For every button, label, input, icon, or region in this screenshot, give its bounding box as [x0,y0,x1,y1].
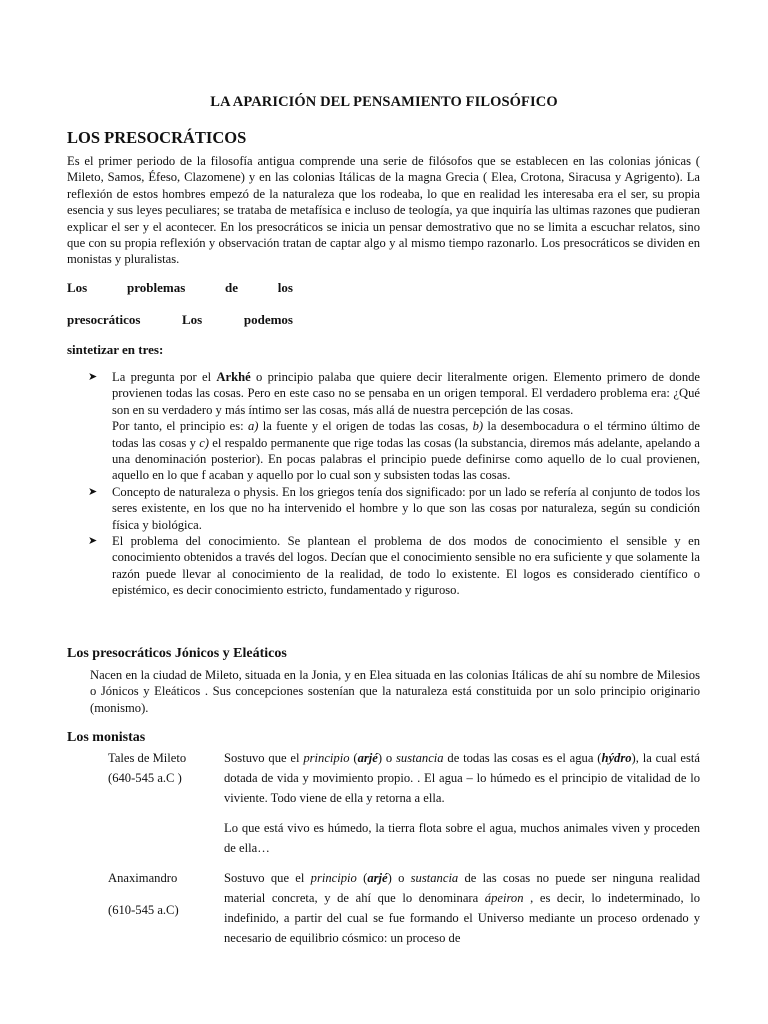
arrowhead-bullet-icon: ➤ [88,535,98,548]
philosopher-description [224,748,700,858]
description-text: Sostuvo que el principio (arjé) o sustancia de las cosas no puede ser ninguna realidad material concreta, y de ahí que lo denominara ápeiron , es decir, lo indeterminado, lo indefinido, a partir del cual se fue formando el Universo mediante un proceso ordenado y necesario de equilibrio cósmico: un proceso de [224,871,701,945]
jonicos-paragraph: Nacen en la ciudad de Mileto, situada en la Jonia, y en Elea situada en las colonias Itálicas de ahí su nombre de Milesios o Jónicos y Eleáticos . Sus concepciones sostenían que la naturaleza está constituida por un solo principio originario (monismo). [90,668,700,715]
arrowhead-bullet-icon: ➤ [88,371,98,383]
intro-paragraph: Es el primer periodo de la filosofía antigua comprende una serie de filósofos que se establecen en las colonias jónicas ( Mileto, Samos, Éfeso, Clazomene) y en las colonias Itálicas de la magna Grecia ( Elea, Crotona, Siracusa y Agrigento). La reflexión de estos hombres empezó de la naturaleza que los rodeaba, lo que en realidad les interesaba era el ser, su propia esencia y sus leyes peculiares; se trataba de metafísica e incluso de teología, ya que inquiría las ultimas razones que pudieran explicar el ser y el acontecer. En los presocráticos se inicia un pensar demostrativo que no se limita a escuchar relatos, sino que con su propia reflexión y observación tratan de captar algo y al mismo tiempo razonarlo. Los presocráticos se dividen en monistas y pluralistas. [67,154,700,267]
list-item [88,369,700,484]
philosopher-dates: (610-545 a.C) [108,903,179,917]
philosopher-name: Anaximandro [108,871,178,885]
philosopher-name-cell [108,868,218,920]
heading-word: Los [182,312,203,327]
philosopher-name: Tales de Mileto [108,751,187,765]
problems-heading-line-3: sintetizar en tres: [67,342,164,357]
list-item [88,484,700,533]
heading-word: problemas [127,280,186,295]
section-heading-monistas: Los monistas [67,730,146,745]
list-item-text: Concepto de naturaleza o physis. En los griegos tenía dos significado: por un lado se refería al conjunto de todos los seres existente, en los que no ha intervenido el hombre y lo que son las cosas por naturaleza, según su condición física y biológica. [112,484,700,532]
philosopher-name-cell [108,748,218,788]
description-text: Lo que está vivo es húmedo, la tierra flota sobre el agua, muchos animales viven y proceden de ella… [224,821,700,855]
arrowhead-bullet-icon: ➤ [88,485,98,498]
document-title: LA APARICIÓN DEL PENSAMIENTO FILOSÓFICO [210,94,558,110]
problems-list [88,369,700,599]
heading-word: presocráticos [67,312,141,327]
heading-word: podemos [243,312,293,327]
list-item-text: Por tanto, el principio es: a) la fuente y el origen de todas las cosas, b) la desembocadura o el término último de todas las cosas y c) el respaldo permanente que rige todas las cosas (la substancia, diremos más adelante, apelando a una denominación posterior). En pocas palabras el principio puede definirse como aquello de lo cual provienen, aquello en lo que f acaban y aquello por lo cual son y subsisten todas las cosas. [112,419,700,483]
philosopher-description [224,868,700,948]
section-heading-presocraticos: LOS PRESOCRÁTICOS [67,128,247,147]
list-item [88,533,700,599]
description-text: Sostuvo que el principio (arjé) o sustancia de todas las cosas es el agua (hýdro), la cual está dotada de vida y movimiento propio. . El agua – lo húmedo es el principio de vitalidad de lo viviente. Todo viene de ella y retorna a ella. [224,751,701,805]
heading-word: Los [67,280,88,295]
philosopher-row-anaximandro [108,868,700,958]
philosopher-dates: (640-545 a.C ) [108,771,182,785]
section-heading-jonicos: Los presocráticos Jónicos y Eleáticos [67,646,287,661]
heading-word: de [225,280,239,295]
list-item-text: La pregunta por el Arkhé o principio palaba que quiere decir literalmente origen. Elemento primero de donde provienen todas las cosas. Pero en este caso no se pensaba en un origen temporal. El verdadero problema era: ¿Qué son en su verdadero y más íntimo ser las cosas, más allá de nuestra percepción de las cosas. [112,370,701,417]
philosopher-row-tales [108,748,700,858]
heading-word: los [277,280,293,295]
problems-heading-line-1 [67,280,293,296]
problems-heading-line-2 [67,312,293,328]
list-item-text: El problema del conocimiento. Se plantean el problema de dos modos de conocimiento el sensible y en conocimiento obtenidos a través del logos. Decían que el conocimiento sensible no era suficiente y que solamente la razón puede llevar al conocimiento de la realidad, de todo lo existente. El logos es considerado científico o epistémico, es decir conocimiento estricto, fundamentado y riguroso. [112,534,700,598]
